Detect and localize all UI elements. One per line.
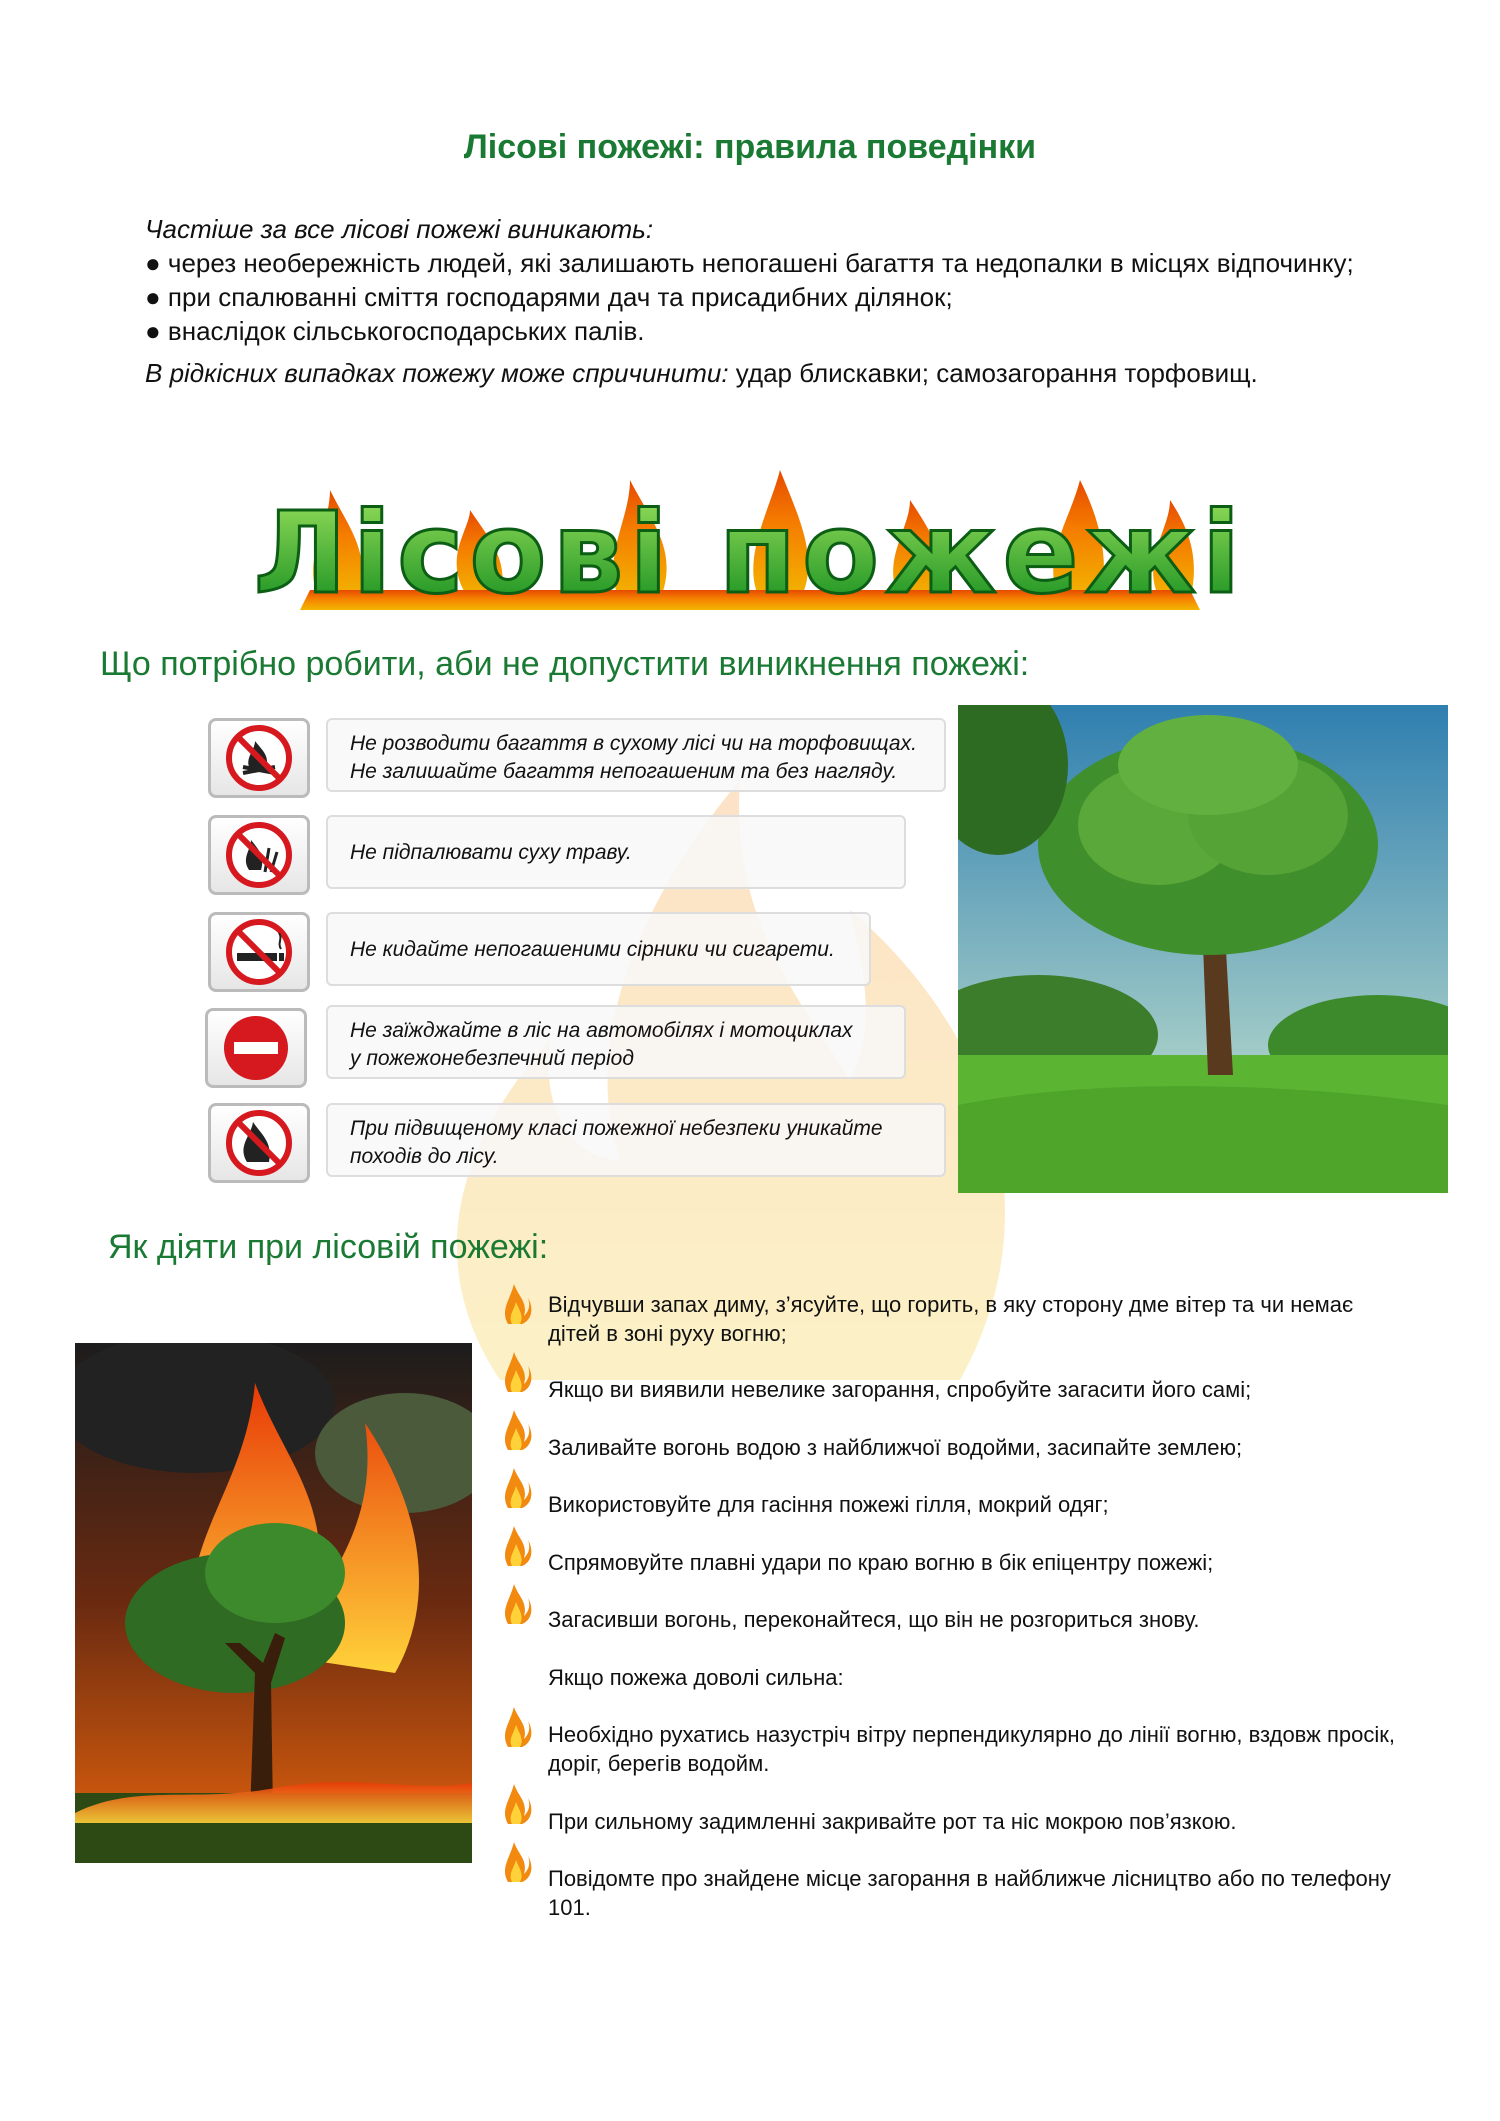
rule-sign [208,815,310,895]
prevent-heading: Що потрібно робити, аби не допустити виникнення пожежі: [100,645,1030,683]
rule-line: Не розводити багаття в сухому лісі чи на торфовищах. [350,732,917,755]
intro-bullet: ● через необережність людей, які залишають непогашені багаття та недопалки в місцях відпочинку; [145,248,1354,278]
intro-bullet: ● при спалюванні сміття господарями дач та присадибних ділянок; [145,282,953,312]
no-burning-grass-icon [211,818,307,892]
flame-bullet-icon [500,1464,532,1510]
flame-bullet-icon [500,1522,532,1568]
flame-bullet-icon [500,1280,532,1326]
flame-bullet-icon [500,1780,532,1826]
no-smoking-icon [211,915,307,989]
action-item: Повідомте про знайдене місце загорання в найближче лісництво або по телефону 101. [548,1866,1391,1920]
rare-lead: В рідкісних випадках пожежу може спричинити: [145,358,729,388]
rule-line: Не заїжджайте в ліс на автомобілях і мотоциклах [350,1019,853,1042]
action-item: Використовуйте для гасіння пожежі гілля, мокрий одяг; [548,1492,1109,1517]
rule-text-box [326,1005,906,1079]
rule-line: Не підпалювати суху траву. [350,841,632,864]
intro-bullet: ● внаслідок сільськогосподарських палів. [145,316,645,346]
rule-text-box [326,815,906,889]
green-tree-photo [958,705,1448,1193]
strong-fire-lead: Якщо пожежа доволі сильна: [548,1665,844,1690]
rule-line: походів до лісу. [350,1145,499,1168]
rule-line: у пожежонебезпечний період [350,1047,634,1070]
banner-title: Лісові пожежі [253,489,1247,619]
flame-bullet-icon [500,1348,532,1394]
action-item: При сильному задимленні закривайте рот та ніс мокрою пов’язкою. [548,1809,1237,1834]
rule-text-box [326,718,946,792]
flame-bullet-icon [500,1406,532,1452]
rule-line: Не кидайте непогашеними сірники чи сигарети. [350,938,835,961]
intro-block [145,212,1405,390]
rule-sign [208,1103,310,1183]
action-item: Відчувши запах диму, з’ясуйте, що горить, в яку сторону дме вітер та чи немає дітей в зоні руху вогню; [548,1292,1354,1346]
action-item: Загасивши вогонь, переконайтеся, що він не розгориться знову. [548,1607,1200,1632]
action-item: Спрямовуйте плавні удари по краю вогню в бік епіцентру пожежі; [548,1550,1214,1575]
rule-text-box [326,1103,946,1177]
rule-line: При підвищеному класі пожежної небезпеки уникайте [350,1117,883,1140]
no-fire-icon [211,1106,307,1180]
rule-sign [205,1008,307,1088]
burning-tree-photo [75,1343,472,1863]
rule-text-box [326,912,871,986]
action-item: Необхідно рухатись назустріч вітру перпендикулярно до лінії вогню, вздовж просік, доріг, берегів водойм. [548,1722,1395,1776]
no-campfire-icon [211,721,307,795]
intro-lead: Частіше за все лісові пожежі виникають: [145,214,654,244]
rule-sign [208,912,310,992]
rule-sign [208,718,310,798]
rule-line: Не залишайте багаття непогашеним та без нагляду. [350,760,898,783]
page-title: Лісові пожежі: правила поведінки [463,128,1037,166]
act-heading: Як діяти при лісовій пожежі: [108,1228,549,1266]
flame-bullet-icon [500,1580,532,1626]
action-item: Заливайте вогонь водою з найближчої водойми, засипайте землею; [548,1435,1243,1460]
rare-text: удар блискавки; самозагорання торфовищ. [728,358,1258,388]
action-item: Якщо ви виявили невелике загорання, спробуйте загасити його самі; [548,1377,1252,1402]
no-entry-icon [208,1011,304,1085]
banner-title-graphic [0,470,1500,620]
flame-bullet-icon [500,1703,532,1749]
flame-bullet-icon [500,1838,532,1884]
